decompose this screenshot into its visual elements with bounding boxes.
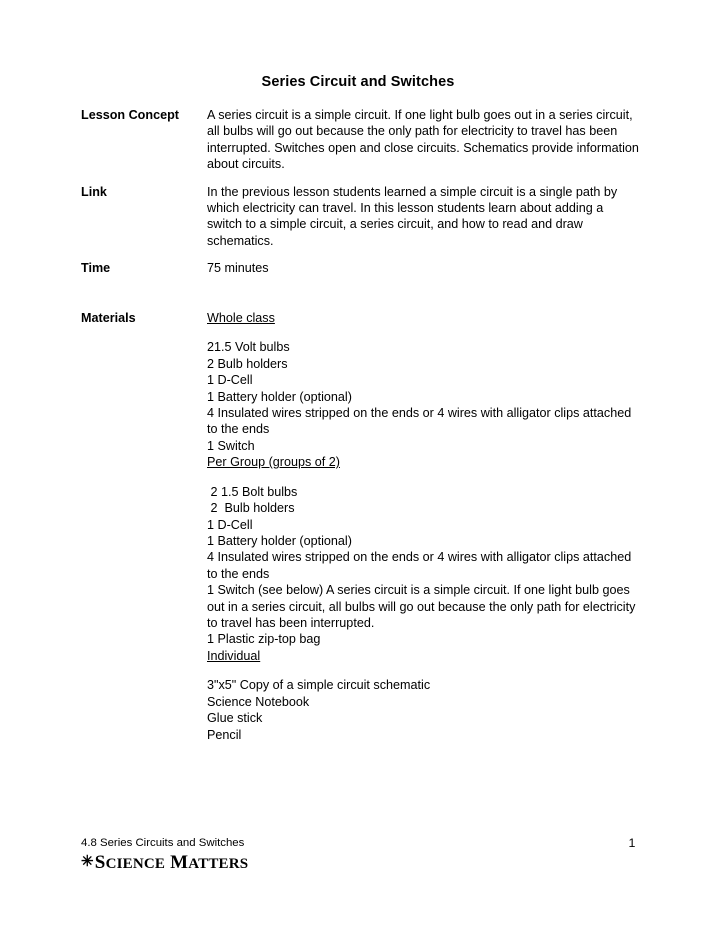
list-item: 4 Insulated wires stripped on the ends or 4 wires with alligator clips attached to the ends xyxy=(207,405,632,437)
page-title: Series Circuit and Switches xyxy=(261,74,455,90)
page-footer xyxy=(81,836,641,875)
list-item: Science Notebook xyxy=(207,694,310,709)
brand-word-one-initial: S xyxy=(94,852,106,873)
section-lesson-concept xyxy=(81,107,641,173)
materials-heading-whole-class: Whole class xyxy=(207,310,275,325)
document-body xyxy=(81,107,641,754)
section-body-time xyxy=(207,260,641,276)
page-number: 1 xyxy=(628,836,636,850)
list-item: 2 1.5 Bolt bulbs xyxy=(207,484,298,499)
link-text: In the previous lesson students learned a simple circuit is a single path by which electricity can travel. In this lesson students learn about adding a switch to a simple circuit, a series circuit, and how to read and draw schematics. xyxy=(207,184,618,248)
list-item: 1 Switch xyxy=(207,438,255,453)
brand-logo xyxy=(81,851,641,875)
section-body-lesson-concept xyxy=(207,107,641,173)
materials-group-individual xyxy=(207,648,641,743)
materials-heading-individual: Individual xyxy=(207,648,261,663)
section-label-materials: Materials xyxy=(81,310,136,325)
footer-lesson-reference: 4.8 Series Circuits and Switches xyxy=(81,837,245,849)
brand-word-one-rest: CIENCE xyxy=(105,856,166,872)
section-label-time: Time xyxy=(81,261,111,276)
section-label-lesson-concept: Lesson Concept xyxy=(81,108,179,122)
materials-group-per-group xyxy=(207,454,641,648)
list-item: 3"x5" Copy of a simple circuit schematic xyxy=(207,678,431,693)
asterisk-icon: ✳ xyxy=(81,854,94,870)
list-item: Pencil xyxy=(207,727,242,742)
list-item: 1 Battery holder (optional) xyxy=(207,389,352,404)
brand-word-two-rest: ATTERS xyxy=(188,856,249,872)
brand-word-two-initial: M xyxy=(170,852,189,873)
materials-heading-wrap-individual xyxy=(207,648,641,671)
list-item: 1 Plastic zip-top bag xyxy=(207,632,321,647)
section-materials xyxy=(81,310,641,743)
list-item: Glue stick xyxy=(207,711,263,726)
list-item: 2 Bulb holders xyxy=(207,501,295,516)
list-item: 1 D-Cell xyxy=(207,373,253,388)
time-text: 75 minutes xyxy=(207,261,269,276)
section-time xyxy=(81,260,641,277)
materials-heading-wrap-whole-class xyxy=(207,310,641,333)
list-item: 21.5 Volt bulbs xyxy=(207,340,290,355)
section-label-link: Link xyxy=(81,184,107,199)
list-item: 4 Insulated wires stripped on the ends or 4 wires with alligator clips attached to the ends xyxy=(207,550,632,581)
section-body-link xyxy=(207,184,641,250)
section-body-materials xyxy=(207,310,641,743)
list-item: 2 Bulb holders xyxy=(207,356,288,371)
list-item: 1 D-Cell xyxy=(207,517,253,532)
list-item: 1 Battery holder (optional) xyxy=(207,534,352,548)
section-link xyxy=(81,184,641,250)
list-item: 1 Switch (see below) A series circuit is a simple circuit. If one light bulb goes out in a series circuit, all bulbs will go out because the only path for electricity to travel has been interrupted. xyxy=(207,583,636,631)
lesson-concept-text: A series circuit is a simple circuit. If one light bulb goes out in a series circuit, all bulbs will go out because the only path for electricity to travel has been interrupted. Switches open and close circuits. Schematics provide information about circuits. xyxy=(207,108,639,172)
materials-heading-per-group: Per Group (groups of 2) xyxy=(207,455,340,470)
materials-heading-wrap-per-group xyxy=(207,454,641,477)
materials-group-whole-class xyxy=(207,310,641,454)
